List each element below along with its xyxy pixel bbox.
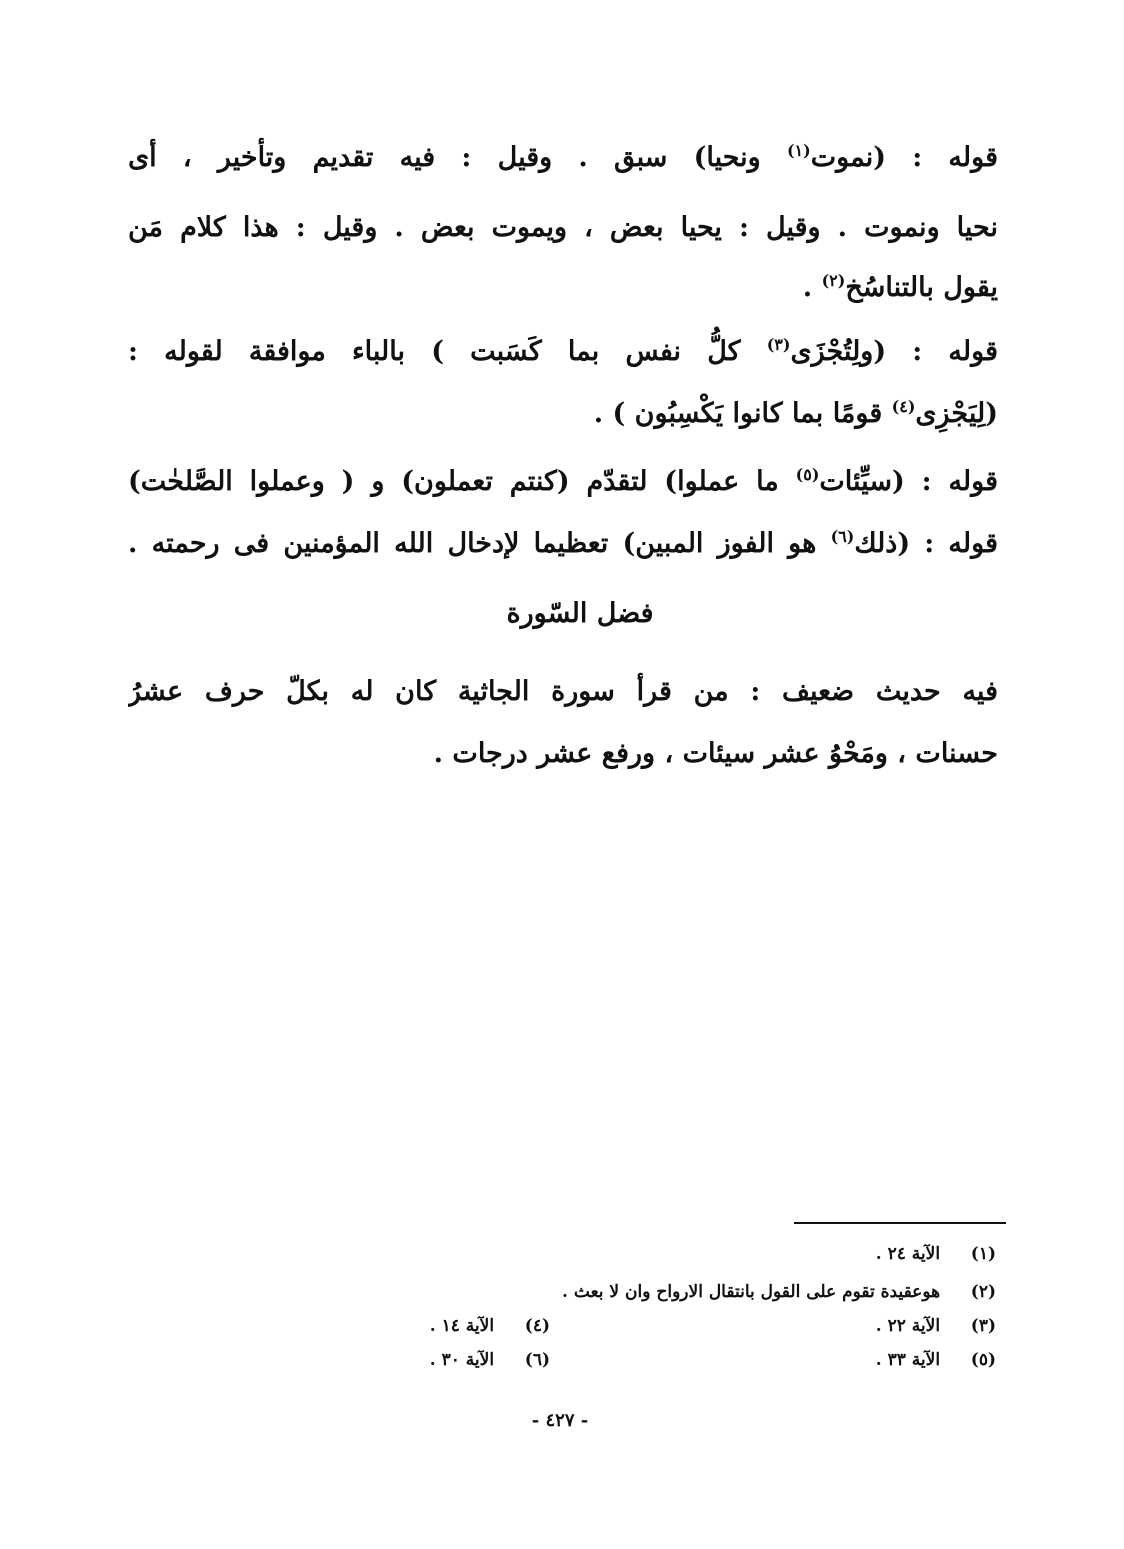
paragraph-3-line-2 bbox=[128, 514, 998, 574]
text-run: هو الفوز المبين) تعظيما لإدخال الله المؤمنين فى رحمته . bbox=[128, 528, 831, 559]
footnote-4 bbox=[430, 1316, 550, 1336]
footnote-marker-2: (٢) bbox=[821, 271, 846, 290]
footnote-number: (١) bbox=[970, 1244, 996, 1264]
page-number: - ٤٢٧ - bbox=[531, 1410, 589, 1431]
paragraph-3-line-1 bbox=[128, 452, 998, 512]
footnote-text: الآية ٢٢ . bbox=[875, 1316, 941, 1336]
section-heading: فضل السّورة bbox=[506, 598, 654, 629]
text-run: ونحيا) سبق . وقيل : فيه تقديم وتأخير ، أى bbox=[128, 142, 787, 173]
paragraph-1-line-2: نحيا ونموت . وقيل : يحيا بعض ، ويموت بعض . وقيل : هذا كلام مَن bbox=[128, 212, 998, 243]
footnote-number: (٥) bbox=[970, 1350, 996, 1370]
footnote-5 bbox=[876, 1350, 996, 1370]
footnote-marker-3: (٣) bbox=[766, 335, 791, 354]
footnote-number: (٤) bbox=[524, 1316, 550, 1336]
text-run: قوله : (سيِّئات bbox=[819, 466, 998, 497]
footnote-number: (٦) bbox=[524, 1350, 550, 1370]
footnote-text: الآية ٣٣ . bbox=[875, 1350, 941, 1370]
text-run: . bbox=[802, 272, 822, 303]
text-run: يقول بالتناسُخ bbox=[845, 272, 998, 303]
text-run: قوله : (ولِتُجْزَى bbox=[790, 336, 998, 367]
footnote-text: الآية ٣٠ . bbox=[429, 1350, 495, 1370]
footnote-1 bbox=[876, 1244, 996, 1264]
footnote-text: الآية ١٤ . bbox=[429, 1316, 495, 1336]
paragraph-1-line-3 bbox=[128, 258, 998, 318]
paragraph-4-line-2: حسنات ، ومَحْوُ عشر سيئات ، ورفع عشر درجات . bbox=[433, 738, 998, 769]
footnote-6 bbox=[430, 1350, 550, 1370]
footnote-marker-1: (١) bbox=[786, 141, 811, 160]
footnote-separator bbox=[794, 1222, 1006, 1224]
paragraph-2-line-2 bbox=[128, 384, 998, 444]
paragraph-4-line-1: فيه حديث ضعيف : من قرأ سورة الجاثية كان له بكلّ حرف عشرُ bbox=[128, 676, 998, 707]
footnote-marker-6: (٦) bbox=[830, 527, 855, 546]
footnote-marker-5: (٥) bbox=[795, 465, 820, 484]
footnote-text: هوعقيدة تقوم على القول بانتقال الارواح وان لا بعث . bbox=[562, 1282, 941, 1302]
footnote-3 bbox=[876, 1316, 996, 1336]
paragraph-1-line-1 bbox=[128, 128, 998, 188]
text-run: (لِيَجْزِى bbox=[915, 398, 998, 429]
text-run: ما عملوا) لتقدّم (كنتم تعملون) و ( وعملوا الصَّلحٰت) bbox=[128, 466, 796, 497]
footnote-number: (٢) bbox=[970, 1282, 996, 1302]
footnote-text: الآية ٢٤ . bbox=[875, 1244, 941, 1264]
footnote-number: (٣) bbox=[970, 1316, 996, 1336]
footnote-marker-4: (٤) bbox=[891, 397, 916, 416]
text-run: قومًا بما كانوا يَكْسِبُون ) . bbox=[593, 398, 892, 429]
text-run: قوله : (نموت bbox=[810, 142, 998, 173]
paragraph-2-line-1 bbox=[128, 322, 998, 382]
text-run: كلُّ نفس بما كَسَبت ) بالباء موافقة لقوله : bbox=[128, 336, 767, 367]
text-run: قوله : (ذلك bbox=[854, 528, 998, 559]
footnote-2 bbox=[562, 1282, 996, 1302]
